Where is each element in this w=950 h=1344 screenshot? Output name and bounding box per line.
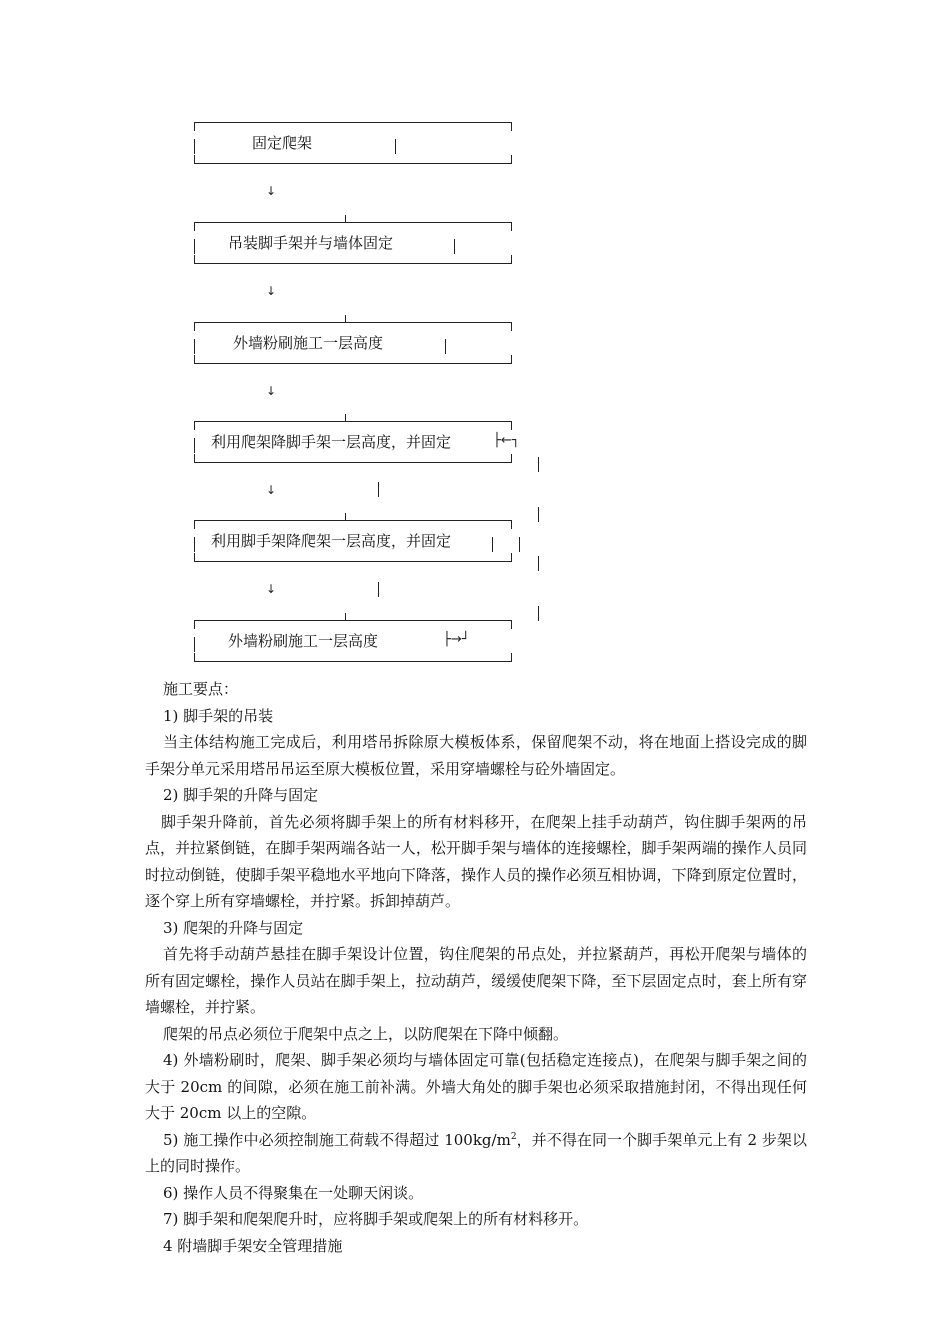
flow-step-label: 利用爬架降脚手架一层高度，并固定 xyxy=(211,433,452,451)
paragraph-text: 5) 施工操作中必须控制施工荷载不得超过 100kg/m xyxy=(163,1130,511,1149)
flow-step-5 xyxy=(194,520,512,562)
connector-line xyxy=(378,582,379,597)
loop-line xyxy=(538,556,539,571)
loop-line xyxy=(538,507,539,522)
subheading: 1) 脚手架的吊装 xyxy=(163,706,274,725)
paragraph xyxy=(145,1127,807,1180)
loop-exit-arrow-icon: ├→┘ xyxy=(443,632,470,647)
paragraph: 当主体结构施工完成后，利用塔吊拆除原大模板体系，保留爬架不动，将在地面上搭设完成的脚手架分单元采用塔吊吊运至原大模板位置，采用穿墙螺栓与砼外墙固定。 xyxy=(145,733,807,778)
subheading: 3) 爬架的升降与固定 xyxy=(163,918,304,937)
flow-step-2 xyxy=(194,222,512,264)
flow-step-4 xyxy=(194,421,512,463)
paragraph: 4) 外墙粉刷时，爬架、脚手架必须均与墙体固定可靠(包括稳定连接点)，在爬架与脚手架之间的大于 20cm 的间隙，必须在施工前补满。外墙大角处的脚手架也必须采取措施封闭，不得出现任何大于 20cm 以上的空隙。 xyxy=(145,1051,807,1122)
down-arrow-icon: ↓ xyxy=(266,384,277,398)
loop-line xyxy=(538,606,539,621)
down-arrow-icon: ↓ xyxy=(266,184,277,198)
flow-step-label: 利用脚手架降爬架一层高度，并固定 xyxy=(211,532,452,550)
loop-return-arrow-icon: ├←┐ xyxy=(493,433,520,448)
down-arrow-icon: ↓ xyxy=(266,582,277,596)
paragraph: 首先将手动葫芦悬挂在脚手架设计位置，钩住爬架的吊点处，并拉紧葫芦，再松开爬架与墙体的所有固定螺栓，操作人员站在脚手架上，拉动葫芦，缓缓使爬架下降，至下层固定点时，套上所有穿墙螺栓，并拧紧。 xyxy=(145,945,807,1016)
loop-line xyxy=(538,457,539,472)
flow-step-label: 外墙粉刷施工一层高度 xyxy=(228,632,379,650)
flow-step-label: 吊装脚手架并与墙体固定 xyxy=(228,234,394,252)
paragraph: 爬架的吊点必须位于爬架中点之上，以防爬架在下降中倾翻。 xyxy=(163,1024,569,1043)
paragraph-text: ，并不得在同一个脚手架单元上有 2 步架以上的同时操作。 xyxy=(145,1130,807,1175)
construction-notes xyxy=(145,676,807,1259)
section-title: 施工要点： xyxy=(163,680,239,698)
subheading: 2) 脚手架的升降与固定 xyxy=(163,786,319,804)
down-arrow-icon: ↓ xyxy=(266,284,277,298)
section-heading: 4 附墙脚手架安全管理措施 xyxy=(163,1236,343,1255)
paragraph: 6) 操作人员不得聚集在一处聊天闲谈。 xyxy=(163,1183,424,1202)
superscript: 2 xyxy=(510,1131,517,1142)
flow-step-3 xyxy=(194,322,512,364)
flow-step-label: 外墙粉刷施工一层高度 xyxy=(233,334,384,352)
flow-step-1 xyxy=(194,122,512,164)
flow-step-label: 固定爬架 xyxy=(252,134,313,152)
connector-line xyxy=(378,482,379,497)
paragraph: 脚手架升降前，首先必须将脚手架上的所有材料移开，在爬架上挂手动葫芦，钩住脚手架两的吊点，并拉紧倒链，在脚手架两端各站一人，松开脚手架与墙体的连接螺栓，脚手架两端的操作人员同时拉动倒链，使脚手架平稳地水平地向下降落，操作人员的操作必须互相协调，下降到原定位置时，逐个穿上所有穿墙螺栓，并拧紧。拆卸掉葫芦。 xyxy=(145,812,807,910)
paragraph: 7) 脚手架和爬架爬升时，应将脚手架或爬架上的所有材料移开。 xyxy=(163,1210,589,1228)
down-arrow-icon: ↓ xyxy=(266,483,277,497)
